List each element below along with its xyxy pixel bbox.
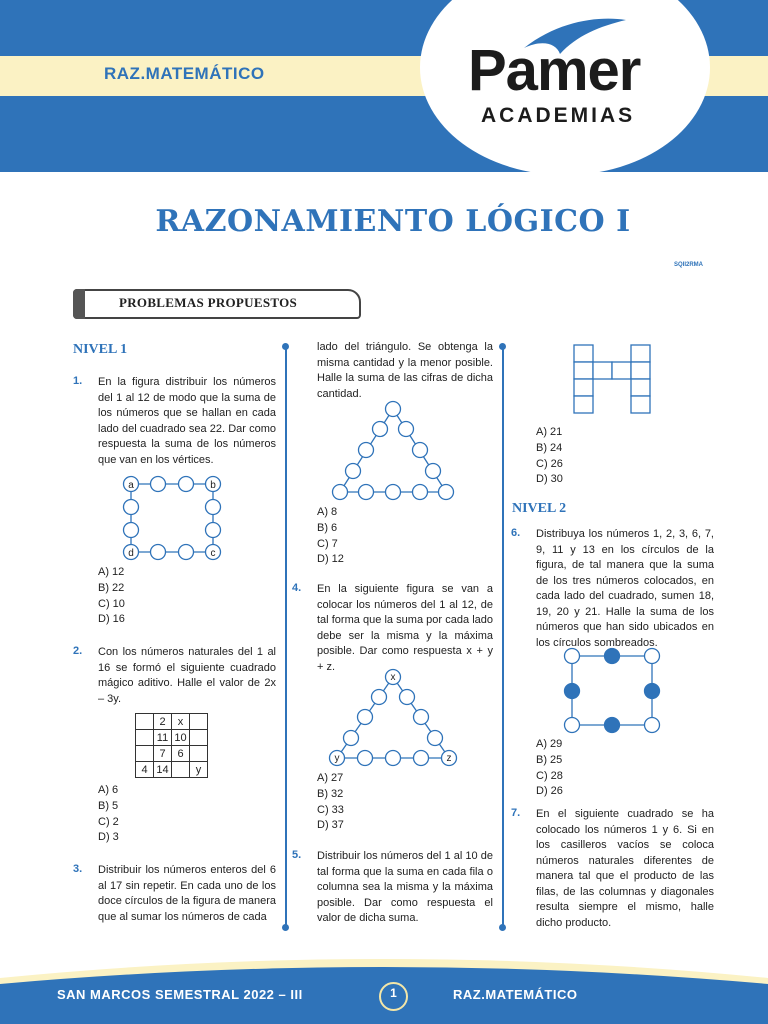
document-code: SQII2RMA xyxy=(674,262,704,268)
question-4-triangle-figure xyxy=(323,667,465,769)
option: C) 2 xyxy=(98,815,119,828)
question-6-number: 6. xyxy=(511,527,521,539)
option: C) 28 xyxy=(536,769,563,782)
column-divider-2 xyxy=(502,344,504,929)
option: B) 22 xyxy=(98,581,125,594)
question-6-options xyxy=(536,737,563,800)
question-3-number: 3. xyxy=(73,863,83,875)
grid-cell: 4 xyxy=(136,762,154,778)
question-7-number: 7. xyxy=(511,807,521,819)
question-1-text: En la figura distribuir los números del 1 al 12 de modo que la suma de los números que se hallan en cada lado del cuadrado sea 22. Dar como respuesta la suma de los números que van en los vértices. xyxy=(98,376,276,466)
question-4-text: En la siguiente figura se van a colocar los números del 1 al 12, de tal forma que la suma por cada lado debe ser la misma y la máxima posible. Dar como respuesta x + y + z. xyxy=(317,583,493,673)
option: B) 25 xyxy=(536,753,563,766)
grid-cell: 10 xyxy=(172,730,190,746)
vertex-label-c: c xyxy=(210,548,216,559)
option: D) 12 xyxy=(317,553,344,566)
question-1-number: 1. xyxy=(73,375,83,387)
grid-cell: 2 xyxy=(154,714,172,730)
section-label: PROBLEMAS PROPUESTOS xyxy=(119,295,298,310)
question-1-options xyxy=(98,565,125,628)
option: D) 3 xyxy=(98,831,119,844)
vertex-label-a: a xyxy=(128,480,134,491)
question-1-square-figure xyxy=(118,474,228,562)
header-subject: RAZ.MATEMÁTICO xyxy=(104,64,265,83)
grid-cell: 11 xyxy=(154,730,172,746)
level-1-heading: NIVEL 1 xyxy=(73,342,128,357)
option: D) 26 xyxy=(536,785,563,798)
logo-subtitle: ACADEMIAS xyxy=(481,104,636,127)
grid-cell xyxy=(136,730,154,746)
question-5-h-figure xyxy=(572,344,652,418)
divider-dot xyxy=(499,343,506,350)
option: B) 24 xyxy=(536,441,563,454)
option: C) 10 xyxy=(98,597,125,610)
vertex-label-b: b xyxy=(210,480,216,491)
option: D) 16 xyxy=(98,613,125,626)
question-4-number: 4. xyxy=(292,582,302,594)
grid-cell xyxy=(190,714,208,730)
divider-dot xyxy=(282,343,289,350)
question-6-square-figure xyxy=(560,646,664,736)
grid-cell: 6 xyxy=(172,746,190,762)
section-label-tab xyxy=(73,289,85,319)
question-2-magic-square xyxy=(135,713,208,778)
page-number: 1 xyxy=(390,986,397,1000)
grid-cell: 7 xyxy=(154,746,172,762)
option: C) 26 xyxy=(536,457,563,470)
grid-cell: x xyxy=(172,714,190,730)
page-title: RAZONAMIENTO LÓGICO I xyxy=(155,204,631,239)
logo-name: Pamer xyxy=(468,38,641,103)
option: B) 5 xyxy=(98,799,119,812)
grid-cell xyxy=(190,730,208,746)
option: A) 8 xyxy=(317,506,338,518)
question-3-text-continued: lado del triángulo. Se obtenga la misma cantidad y la menor posible. Halle la suma de las cifras de dicha cantidad. xyxy=(317,341,493,400)
question-2-options xyxy=(98,783,119,846)
vertex-label-x: x xyxy=(390,672,396,683)
footer-course: SAN MARCOS SEMESTRAL 2022 – III xyxy=(57,987,303,1002)
option: A) 12 xyxy=(98,566,125,578)
question-2-text: Con los números naturales del 1 al 16 se formó el siguiente cuadrado mágico aditivo. Halle el valor de 2x – 3y. xyxy=(98,646,276,705)
level-2-heading: NIVEL 2 xyxy=(512,501,567,516)
option: C) 33 xyxy=(317,803,344,816)
option: A) 6 xyxy=(98,784,119,796)
grid-cell: 14 xyxy=(154,762,172,778)
question-5-number: 5. xyxy=(292,849,302,861)
question-5-options xyxy=(536,425,563,488)
column-divider-1 xyxy=(285,344,287,929)
divider-dot xyxy=(282,924,289,931)
option: B) 6 xyxy=(317,521,338,534)
question-4-options xyxy=(317,771,344,834)
question-3-text: Distribuir los números enteros del 6 al 17 sin repetir. En cada uno de los doce círculos de la figura de manera que al sumar los números de cada xyxy=(98,864,276,923)
option: A) 21 xyxy=(536,426,563,438)
question-3-options xyxy=(317,505,344,568)
option: A) 27 xyxy=(317,772,344,784)
grid-cell xyxy=(136,746,154,762)
divider-dot xyxy=(499,924,506,931)
question-6-text: Distribuya los números 1, 2, 3, 6, 7, 9, 11 y 13 en los círculos de la figura, de tal manera que la suma de los tres números colocados, en cada lado del cuadrado, sumen 18, 19, 20 y 21. Halle la suma de los números que han sido ubicados en los círculos sombreados. xyxy=(536,528,714,649)
option: B) 32 xyxy=(317,787,344,800)
question-3-triangle-figure xyxy=(328,397,464,502)
option: D) 30 xyxy=(536,473,563,486)
grid-cell xyxy=(190,746,208,762)
question-2-number: 2. xyxy=(73,645,83,657)
question-7-text: En el siguiente cuadrado se ha colocado los números 1 y 6. Si en los casilleros vacíos se coloca números naturales diferentes de manera tal que el producto de las filas, de las columnas y diagonales resulta siempre el mismo, halle dicho producto. xyxy=(536,808,714,929)
vertex-label-z: z xyxy=(446,753,452,764)
option: D) 37 xyxy=(317,819,344,832)
question-5-text: Distribuir los números del 1 al 10 de tal forma que la suma en cada fila o columna sea la misma y la máxima posible. Dar como respuesta el valor de dicha suma. xyxy=(317,850,493,924)
vertex-label-y: y xyxy=(334,753,340,764)
grid-cell xyxy=(136,714,154,730)
grid-cell: y xyxy=(190,762,208,778)
grid-cell xyxy=(172,762,190,778)
vertex-label-d: d xyxy=(128,548,134,559)
option: C) 7 xyxy=(317,537,338,550)
option: A) 29 xyxy=(536,738,563,750)
footer-subject: RAZ.MATEMÁTICO xyxy=(453,987,578,1002)
